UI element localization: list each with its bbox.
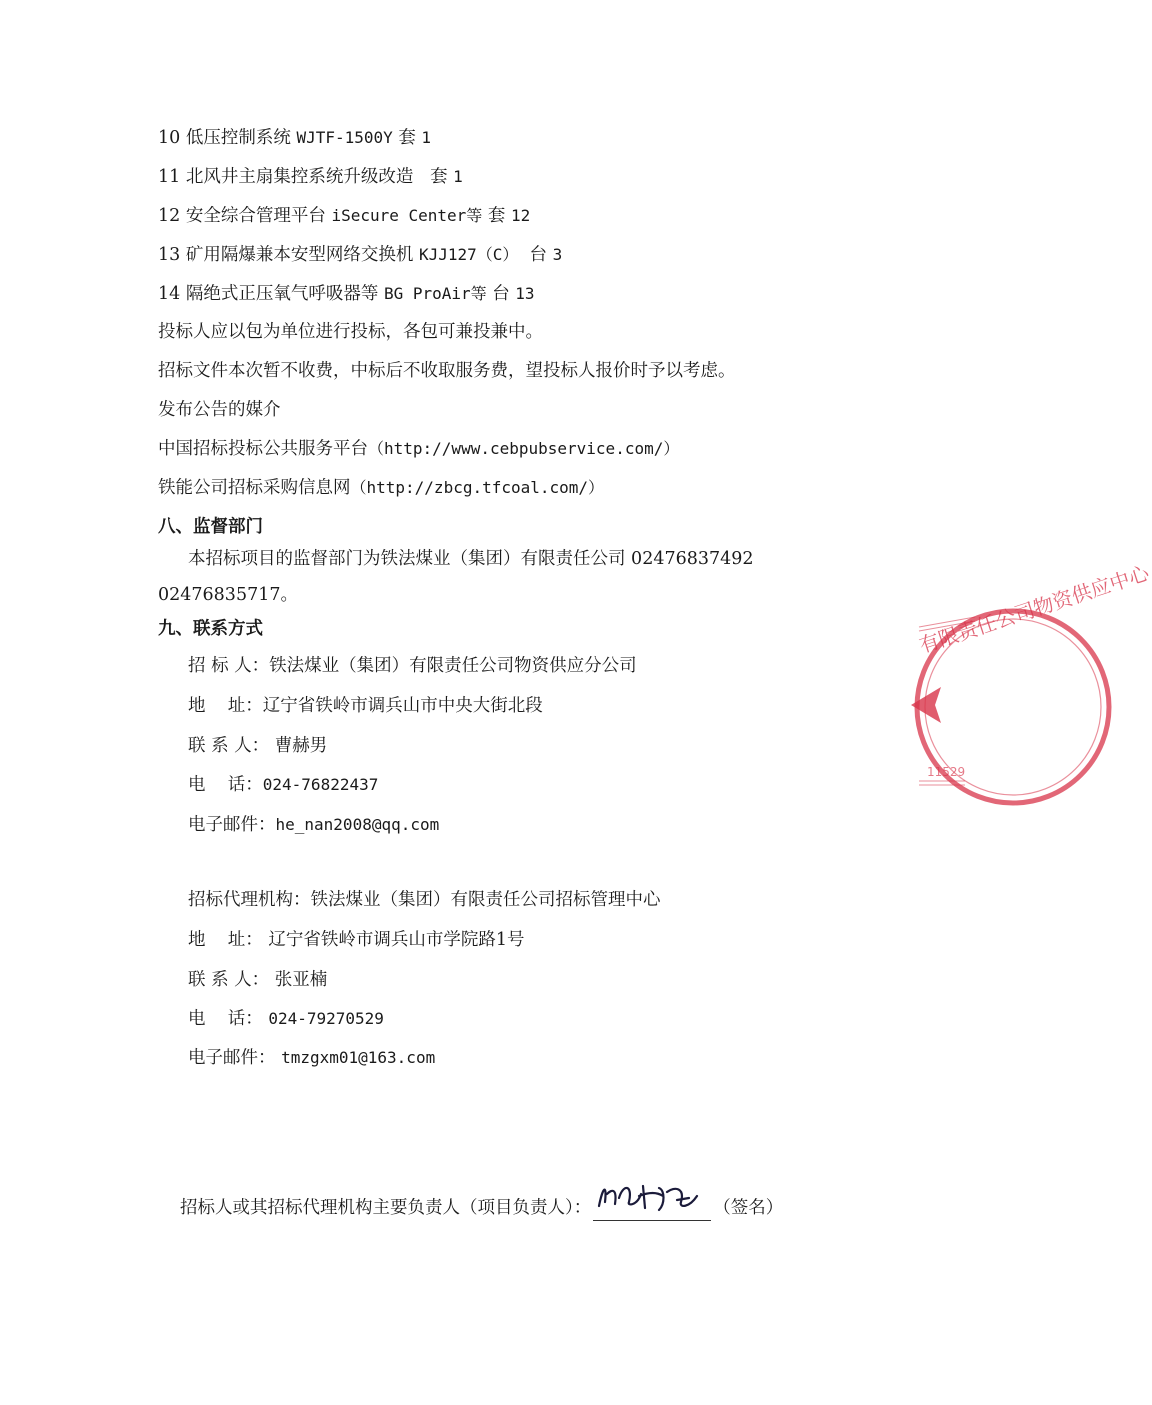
bid-note: 投标人应以包为单位进行投标，各包可兼投兼中。 [158, 322, 543, 342]
seal-text: 有限责任公司物资供应中心 [916, 560, 1152, 658]
signature-suffix: （签名） [713, 1198, 784, 1218]
media-item-tfcoal: 铁能公司招标采购信息网（http://zbcg.tfcoal.com/） [158, 478, 605, 498]
item-row-10: 10 低压控制系统 WJTF-1500Y 套 1 [158, 128, 432, 148]
company-seal [905, 560, 1152, 815]
agency-address-row: 地 址： 辽宁省铁岭市调兵山市学院路1号 [188, 930, 525, 950]
media-item-cebpubservice: 中国招标投标公共服务平台（http://www.cebpubservice.com/） [158, 439, 680, 459]
section-heading-supervision: 八、监督部门 [158, 517, 263, 537]
signature-field [593, 1190, 711, 1221]
agency-contact-row: 联 系 人： 张亚楠 [188, 970, 328, 990]
supervision-text-line2: 02476835717。 [158, 585, 298, 605]
seal-number: 11529 [927, 765, 966, 779]
media-url: （http://zbcg.tfcoal.com/） [350, 478, 605, 497]
item-row-14: 14 隔绝式正压氧气呼吸器等 BG ProAir等 台 13 [158, 284, 535, 304]
item-row-11: 11 北风井主扇集控系统升级改造 套 1 [158, 167, 463, 187]
tenderer-phone-row: 电 话：024-76822437 [188, 775, 379, 795]
tenderer-name-row: 招 标 人：铁法煤业（集团）有限责任公司物资供应分公司 [188, 656, 637, 676]
item-row-13: 13 矿用隔爆兼本安型网络交换机 KJJ127（C） 台 3 [158, 245, 563, 265]
media-url: （http://www.cebpubservice.com/） [368, 439, 680, 458]
item-row-12: 12 安全综合管理平台 iSecure Center等 套 12 [158, 206, 531, 226]
section-heading-contact: 九、联系方式 [158, 619, 263, 639]
tenderer-contact-row: 联 系 人： 曹赫男 [188, 736, 328, 756]
supervision-text-line1: 本招标项目的监督部门为铁法煤业（集团）有限责任公司 02476837492 [188, 549, 754, 569]
signature-label: 招标人或其招标代理机构主要负责人（项目负责人）： [180, 1198, 592, 1218]
agency-name-row: 招标代理机构：铁法煤业（集团）有限责任公司招标管理中心 [188, 890, 661, 910]
agency-email-row: 电子邮件： tmzgxm01@163.com [188, 1048, 436, 1068]
tenderer-email-row: 电子邮件：he_nan2008@qq.com [188, 815, 440, 835]
agency-phone-row: 电 话： 024-79270529 [188, 1009, 384, 1029]
tenderer-address-row: 地 址：辽宁省铁岭市调兵山市中央大街北段 [188, 696, 543, 716]
handwritten-signature-icon [593, 1176, 711, 1220]
signature-row [180, 1190, 783, 1221]
fee-note: 招标文件本次暂不收费，中标后不收取服务费，望投标人报价时予以考虑。 [158, 361, 736, 381]
media-title: 发布公告的媒介 [158, 400, 281, 420]
